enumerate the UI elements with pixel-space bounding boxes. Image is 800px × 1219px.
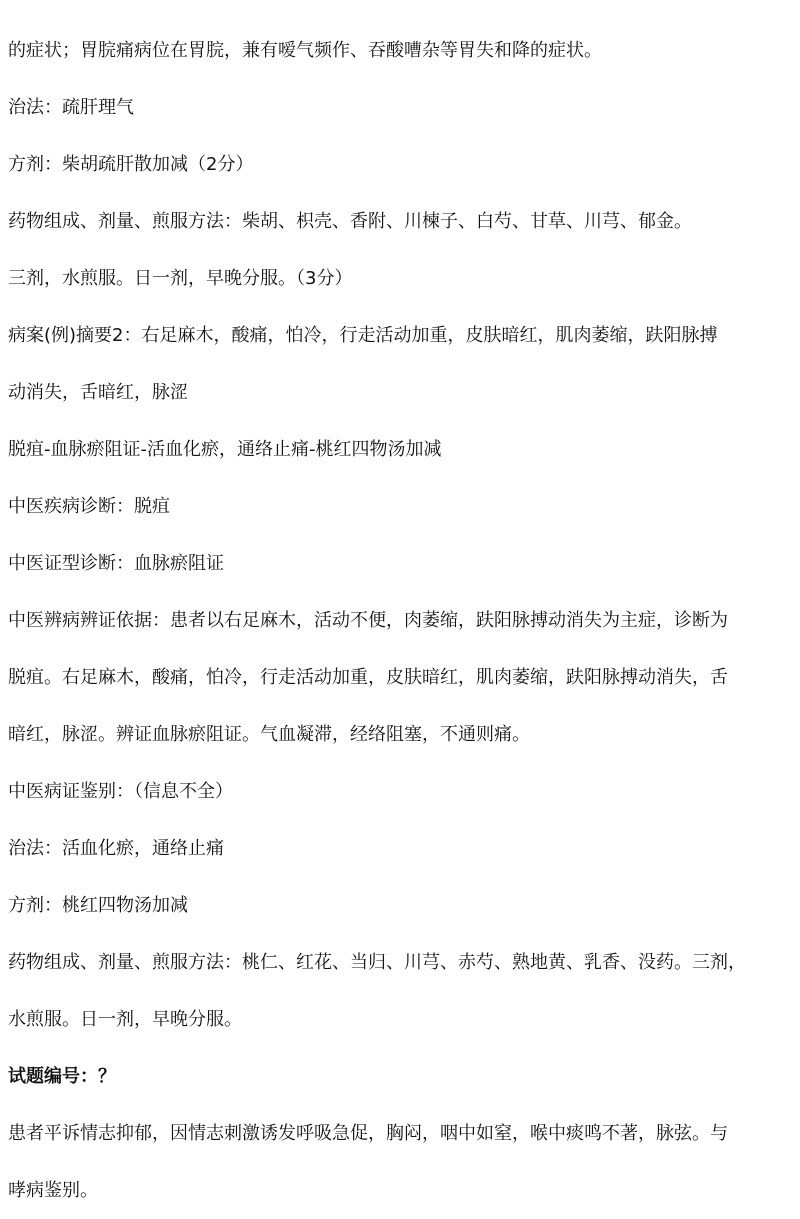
text-line: 方剂：柴胡疏肝散加减（2分） (8, 154, 254, 175)
text-line: 中医疾病诊断：脱疽 (8, 496, 170, 517)
text-line: 脱疽-血脉瘀阻证-活血化瘀，通络止痛-桃红四物汤加减 (8, 439, 442, 460)
text-line: 方剂：桃红四物汤加减 (8, 895, 188, 916)
question-number-heading: 试题编号：？ (8, 1066, 116, 1087)
text-line: 中医辨病辨证依据：患者以右足麻木，活动不便，肉萎缩，趺阳脉搏动消失为主症，诊断为 (8, 610, 728, 631)
document-body (8, 28, 788, 1219)
text-line: 动消失，舌暗红，脉涩 (8, 382, 188, 403)
text-line: 治法：活血化瘀，通络止痛 (8, 838, 224, 859)
text-line: 水煎服。日一剂，早晚分服。 (8, 1009, 242, 1030)
text-line: 中医证型诊断：血脉瘀阻证 (8, 553, 224, 574)
text-line: 的症状；胃脘痛病位在胃脘，兼有嗳气频作、吞酸嘈杂等胃失和降的症状。 (8, 40, 602, 61)
text-line: 脱疽。右足麻木，酸痛，怕冷，行走活动加重，皮肤暗红，肌肉萎缩，趺阳脉搏动消失，舌 (8, 667, 728, 688)
text-line: 哮病鉴别。 (8, 1180, 98, 1201)
text-line: 治法：疏肝理气 (8, 97, 134, 118)
text-line: 药物组成、剂量、煎服方法：柴胡、枳壳、香附、川楝子、白芍、甘草、川芎、郁金。 (8, 211, 692, 232)
text-line: 暗红，脉涩。辨证血脉瘀阻证。气血凝滞，经络阻塞，不通则痛。 (8, 724, 530, 745)
text-line: 药物组成、剂量、煎服方法：桃仁、红花、当归、川芎、赤芍、熟地黄、乳香、没药。三剂， (8, 952, 746, 973)
text-line: 中医病证鉴别：（信息不全） (8, 781, 233, 802)
text-line: 患者平诉情志抑郁，因情志刺激诱发呼吸急促，胸闷，咽中如窒，喉中痰鸣不著，脉弦。与 (8, 1123, 728, 1144)
text-line: 三剂，水煎服。日一剂，早晚分服。（3分） (8, 268, 353, 289)
text-line: 病案(例)摘要2：右足麻木，酸痛，怕冷，行走活动加重，皮肤暗红，肌肉萎缩，趺阳脉搏 (8, 325, 718, 346)
